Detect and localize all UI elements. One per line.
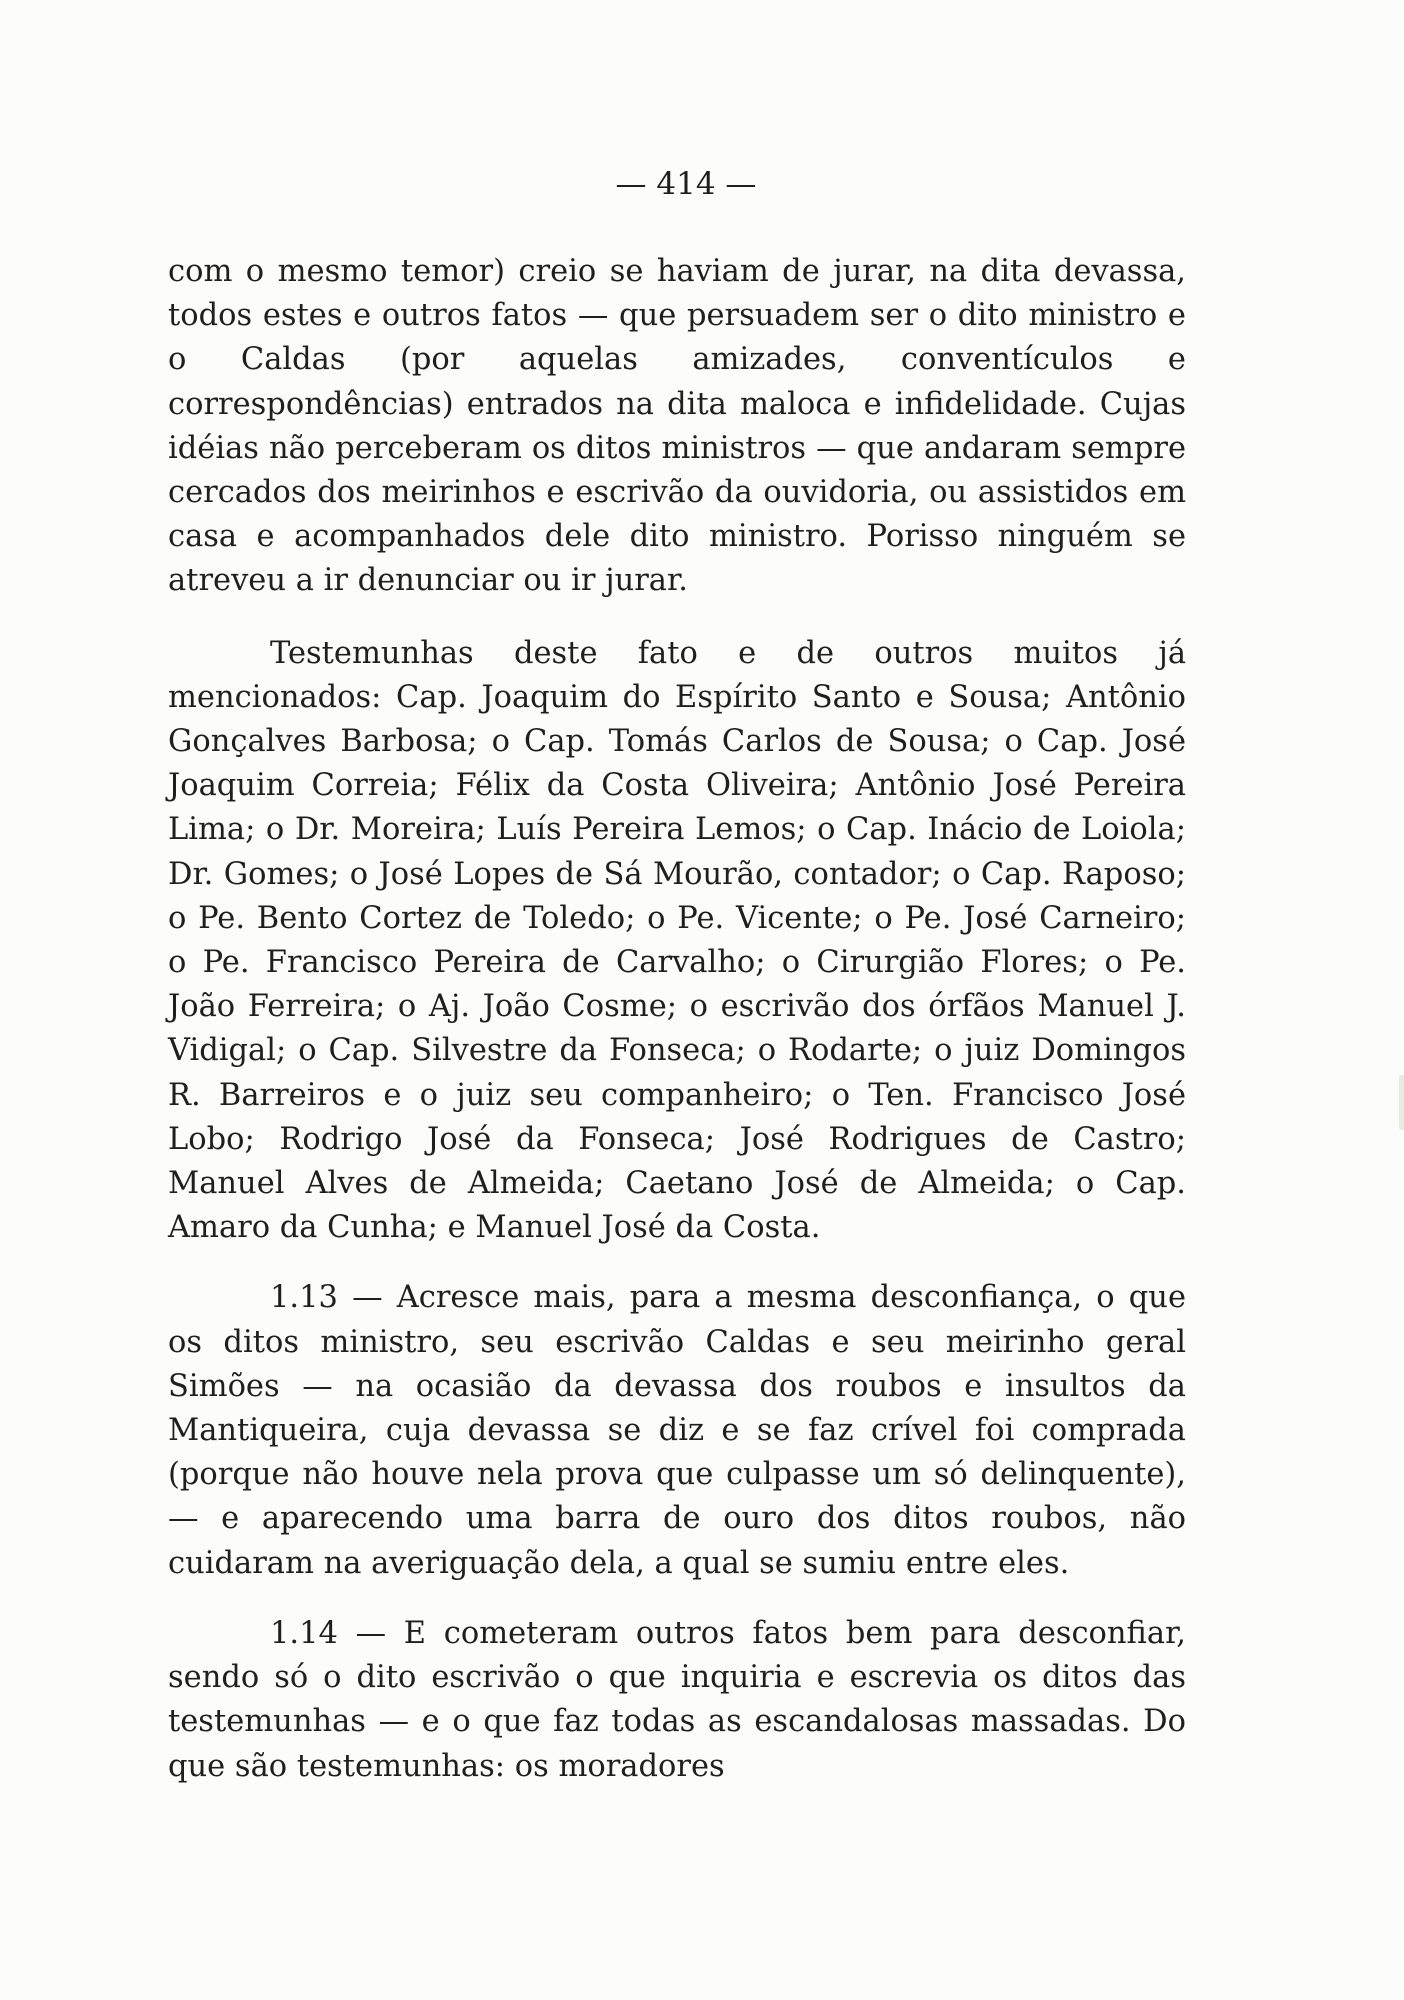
- paragraph-continuation: com o mesmo temor) creio se haviam de jurar, na dita devassa, todos estes e outros fatos — que persuadem ser o dito ministro e o Caldas (por aquelas amizades, conventículos e correspondências) entrados na dita maloca e infidelidade. Cujas idéias não perceberam os ditos ministros — que andaram sempre cercados dos meirinhos e escrivão da ouvidoria, ou assistidos em casa e acompanhados dele dito ministro. Porisso ninguém se atreveu a ir denunciar ou ir jurar.: [168, 254, 1186, 599]
- paragraph-1-14: 1.14 — E cometeram outros fatos bem para desconfiar, sendo só o dito escrivão o que inquiria e escrevia os ditos das testemunhas — e o que faz todas as escandalosas massadas. Do que são testemunhas: os moradores: [168, 1615, 1186, 1784]
- paragraph-witnesses: Testemunhas deste fato e de outros muitos já mencionados: Cap. Joaquim do Espírito Santo e Sousa; Antônio Gonçalves Barbosa; o Cap. Tomás Carlos de Sousa; o Cap. José Joaquim Correia; Félix da Costa Oliveira; Antônio José Pereira Lima; o Dr. Moreira; Luís Pereira Lemos; o Cap. Inácio de Loiola; Dr. Gomes; o José Lopes de Sá Mourão, contador; o Cap. Raposo; o Pe. Bento Cortez de Toledo; o Pe. Vicente; o Pe. José Carneiro; o Pe. Francisco Pereira de Carvalho; o Cirurgião Flores; o Pe. João Ferreira; o Aj. João Cosme; o escrivão dos órfãos Manuel J. Vidigal; o Cap. Silvestre da Fonseca; o Rodarte; o juiz Domingos R. Barreiros e o juiz seu companheiro; o Ten. Francisco José Lobo; Rodrigo José da Fonseca; José Rodrigues de Castro; Manuel Alves de Almeida; Caetano José de Almeida; o Cap. Amaro da Cunha; e Manuel José da Costa.: [168, 635, 1186, 1246]
- scan-edge-mark: [1399, 1075, 1404, 1130]
- page-number: — 414 —: [615, 166, 757, 202]
- paragraph-1-13: 1.13 — Acresce mais, para a mesma desconfiança, o que os ditos ministro, seu escrivão Caldas e seu meirinho geral Simões — na ocasião da devassa dos roubos e insultos da Mantiqueira, cuja devassa se diz e se faz crível foi comprada (porque não houve nela prova que culpasse um só delinquente), — e aparecendo uma barra de ouro dos ditos roubos, não cuidaram na averiguação dela, a qual se sumiu entre eles.: [168, 1280, 1186, 1581]
- document-page: [168, 160, 1186, 1789]
